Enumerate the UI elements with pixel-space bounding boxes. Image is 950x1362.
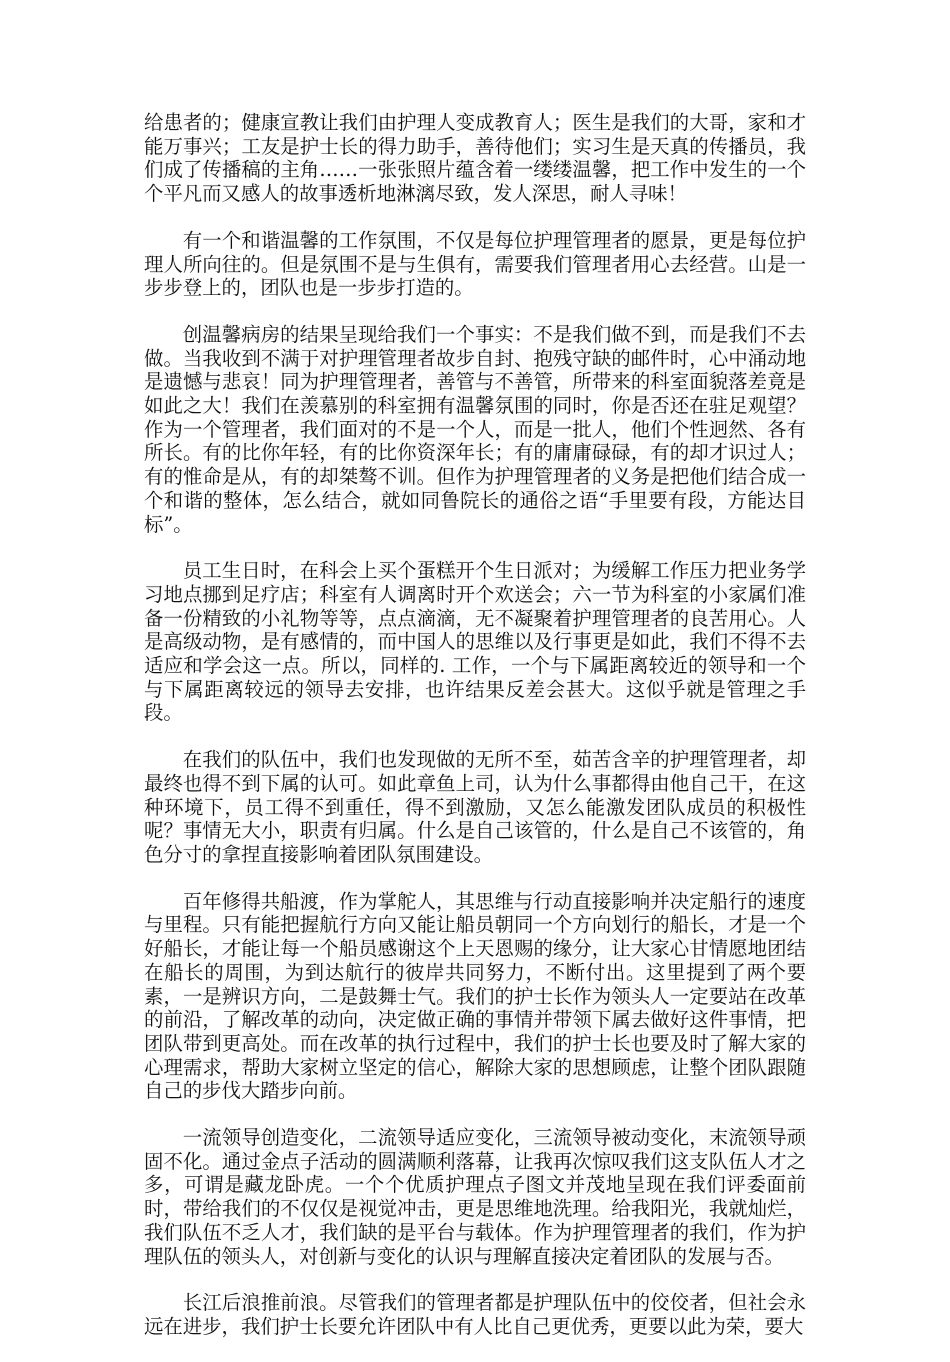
paragraph: 百年修得共船渡，作为掌舵人，其思维与行动直接影响并决定船行的速度与里程。只有能把握航行方向又能让船员朝同一个方向划行的船长，才是一个好船长，才能让每一个船员感谢这个上天恩赐的缘分，让大家心甘情愿地团结在船长的周围，为到达航行的彼岸共同努力，不断付出。这里提到了两个要素，一是辨识方向，二是鼓舞士气。我们的护士长作为领头人一定要站在改革的前沿，了解改革的动向，决定做正确的事情并带领下属去做好这件事情，把团队带到更高处。而在改革的执行过程中，我们的护士长也要及时了解大家的心理需求，帮助大家树立坚定的信心，解除大家的思想顾虑，让整个团队跟随自己的步伐大踏步向前。 bbox=[144, 889, 806, 1103]
paragraph: 长江后浪推前浪。尽管我们的管理者都是护理队伍中的佼佼者，但社会永远在进步，我们护士长要允许团队中有人比自己更优秀，更要以此为荣，要大 bbox=[144, 1291, 806, 1338]
paragraph: 给患者的；健康宣教让我们由护理人变成教育人；医生是我们的大哥，家和才能万事兴；工友是护士长的得力助手，善待他们；实习生是天真的传播员，我们成了传播稿的主角……一张张照片蕴含着一缕缕温馨，把工作中发生的一个个平凡而又感人的故事透析地淋漓尽致，发人深思，耐人寻味！ bbox=[144, 111, 806, 206]
document-body bbox=[144, 111, 806, 1362]
paragraph: 一流领导创造变化，二流领导适应变化，三流领导被动变化，末流领导顽固不化。通过金点子活动的圆满顺利落幕，让我再次惊叹我们这支队伍人才之多，可谓是藏龙卧虎。一个个优质护理点子图文并茂地呈现在我们评委面前时，带给我们的不仅仅是视觉冲击，更是思维地洗理。给我阳光，我就灿烂，我们队伍不乏人才，我们缺的是平台与载体。作为护理管理者的我们，作为护理队伍的领头人，对创新与变化的认识与理解直接决定着团队的发展与否。 bbox=[144, 1126, 806, 1268]
paragraph: 员工生日时，在科会上买个蛋糕开个生日派对；为缓解工作压力把业务学习地点挪到足疗店；科室有人调离时开个欢送会；六一节为科室的小家属们准备一份精致的小礼物等等，点点滴滴，无不凝聚着护理管理者的良苦用心。人是高级动物，是有感情的，而中国人的思维以及行事更是如此，我们不得不去适应和学会这一点。所以，同样的. 工作，一个与下属距离较近的领导和一个与下属距离较远的领导去安排，也许结果反差会甚大。这似乎就是管理之手段。 bbox=[144, 559, 806, 725]
paragraph: 在我们的队伍中，我们也发现做的无所不至，茹苦含辛的护理管理者，却最终也得不到下属的认可。如此章鱼上司，认为什么事都得由他自己干，在这种环境下，员工得不到重任，得不到激励，又怎么能激发团队成员的积极性呢？事情无大小，职责有归属。什么是自己该管的，什么是自己不该管的，角色分寸的拿捏直接影响着团队氛围建设。 bbox=[144, 748, 806, 866]
paragraph: 有一个和谐温馨的工作氛围，不仅是每位护理管理者的愿景，更是每位护理人所向往的。但是氛围不是与生俱有，需要我们管理者用心去经营。山是一步步登上的，团队也是一步步打造的。 bbox=[144, 228, 806, 300]
paragraph: 创温馨病房的结果呈现给我们一个事实：不是我们做不到，而是我们不去做。当我收到不满于对护理管理者故步自封、抱残守缺的邮件时，心中涌动地是遗憾与悲哀！同为护理管理者，善管与不善管，所带来的科室面貌落差竟是如此之大！我们在羡慕别的科室拥有温馨氛围的同时，你是否还在驻足观望？作为一个管理者，我们面对的不是一个人，而是一批人，他们个性迥然、各有所长。有的比你年轻，有的比你资深年长；有的庸庸碌碌，有的却才识过人；有的惟命是从，有的却桀骜不训。但作为护理管理者的义务是把他们结合成一个和谐的整体，怎么结合，就如同鲁院长的通俗之语“手里要有段，方能达目标”。 bbox=[144, 322, 806, 536]
